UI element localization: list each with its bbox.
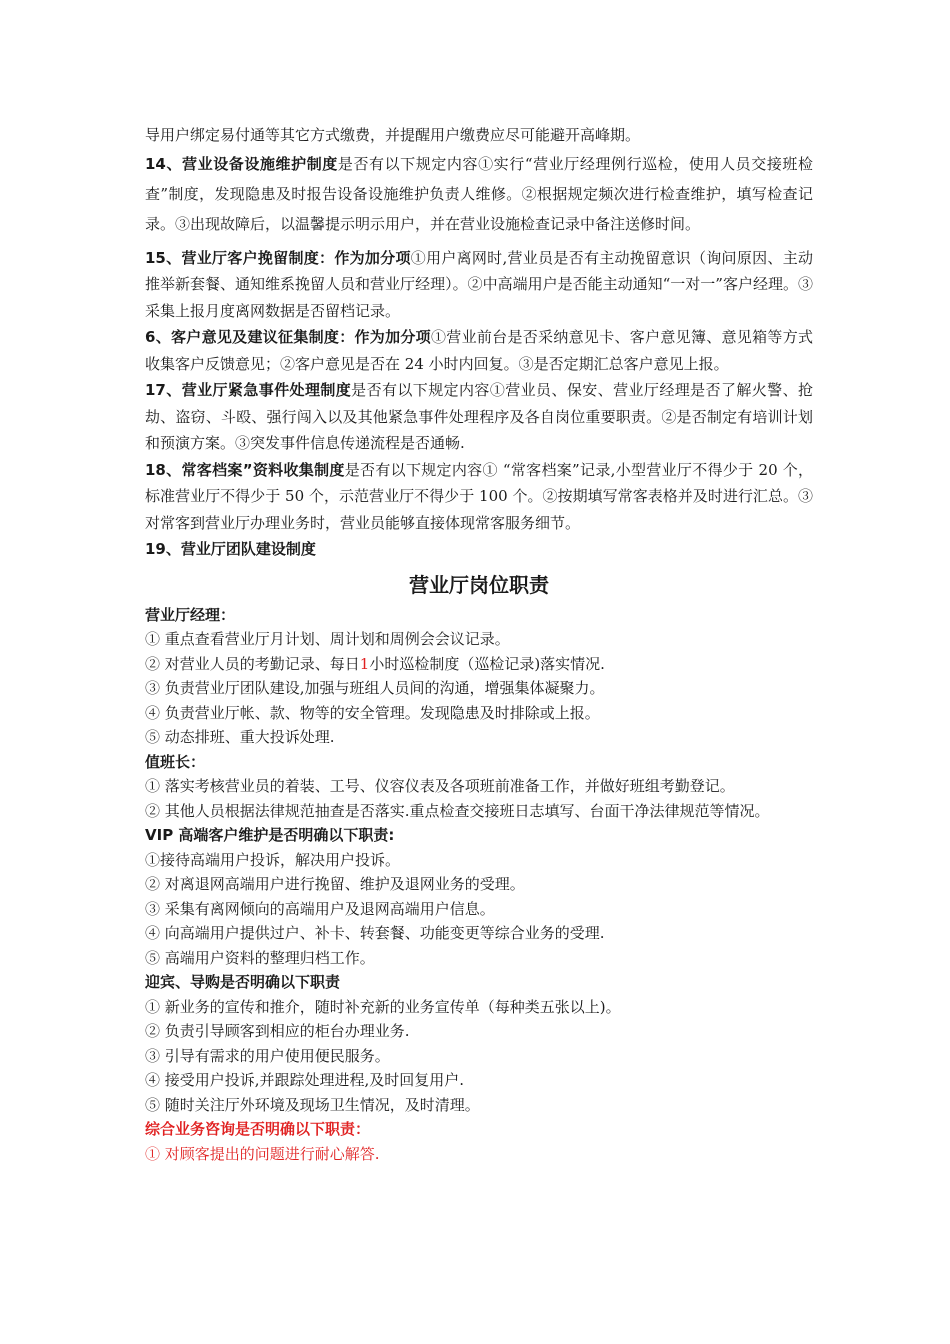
para-19 <box>145 536 813 563</box>
para-15-body: ①用户离网时,营业员是否有主动挽留意识（询问原因、主动推举新套餐、通知维系挽留人员和营业厅经理）。②中高端用户是否能主动通知“一对一”客户经理。③采集上报月度离网数据是否留档记录。 <box>145 248 813 320</box>
manager-item-1: ① 重点查看营业厅月计划、周计划和周例会会议记录。 <box>145 630 510 648</box>
greeter-heading: 迎宾、导购是否明确以下职责 <box>145 973 341 991</box>
vip-item-2: ② 对离退网高端用户进行挽留、维护及退网业务的受理。 <box>145 875 525 893</box>
para-15 <box>145 245 813 325</box>
manager-item-5: ⑤ 动态排班、重大投诉处理. <box>145 728 335 746</box>
manager-item-2-number: 1 <box>359 654 370 673</box>
vip-item-3: ③ 采集有离网倾向的高端用户及退网高端用户信息。 <box>145 899 495 918</box>
greeter-item-5: ⑤ 随时关注厅外环境及现场卫生情况，及时清理。 <box>145 1095 480 1114</box>
para-18-body: 是否有以下规定内容① “常客档案”记录,小型营业厅不得少于 20 个，标准营业厅不得少于 50 个，示范营业厅不得少于 100 个。②按期填写常客表格并及时进行汇总。③对常客到营业厅办理业务时，营业员能够直接体现常客服务细节。 <box>145 460 814 532</box>
manager-item-2-post: 小时巡检制度（巡检记录)落实情况. <box>369 654 605 673</box>
consult-heading: 综合业务咨询是否明确以下职责： <box>145 1120 371 1138</box>
shift-item-1: ① 落实考核营业员的着装、工号、仪容仪表及各项班前准备工作，并做好班组考勤登记。 <box>145 777 735 795</box>
greeter-item-3: ③ 引导有需求的用户使用便民服务。 <box>145 1046 390 1065</box>
greeter-item-4: ④ 接受用户投诉,并跟踪处理进程,及时回复用户. <box>145 1071 465 1089</box>
section-shift-leader <box>145 750 813 824</box>
vip-item-4: ④ 向高端用户提供过户、补卡、转套餐、功能变更等综合业务的受理. <box>145 924 605 942</box>
section-greeter <box>145 970 813 1117</box>
para-14-body: 是否有以下规定内容①实行“营业厅经理例行巡检，使用人员交接班检查”制度，发现隐患及时报告设备设施维护负责人维修。②根据规定频次进行检查维护，填写检查记录。③出现故障后，以温馨提示明示用户，并在营业设施检查记录中备注送修时间。 <box>145 154 813 233</box>
document-page <box>145 122 813 1166</box>
para-intro-text: 导用户绑定易付通等其它方式缴费，并提醒用户缴费应尽可能避开高峰期。 <box>145 126 641 144</box>
para-17-head: 17、营业厅紧急事件处理制度 <box>145 381 352 399</box>
vip-item-1: ①接待高端用户投诉，解决用户投诉。 <box>145 850 401 869</box>
para-6-head: 6、客户意见及建议征集制度：作为加分项 <box>145 328 431 346</box>
shift-heading: 值班长： <box>145 752 206 771</box>
para-6-body: ①营业前台是否采纳意见卡、客户意见簿、意见箱等方式收集客户反馈意见；②客户意见是否在 24 小时内回复。③是否定期汇总客户意见上报。 <box>145 328 813 373</box>
greeter-item-2: ② 负责引导顾客到相应的柜台办理业务. <box>145 1022 410 1040</box>
manager-item-2 <box>145 652 813 677</box>
para-intro <box>145 122 813 149</box>
para-6 <box>145 324 813 377</box>
para-18 <box>145 457 813 537</box>
vip-item-5: ⑤ 高端用户资料的整理归档工作。 <box>145 948 375 967</box>
para-18-head: 18、常客档案”资料收集制度 <box>145 460 345 479</box>
para-14 <box>145 149 813 239</box>
para-14-head: 14、营业设备设施维护制度 <box>145 154 338 173</box>
para-19-head: 19、营业厅团队建设制度 <box>145 540 316 558</box>
manager-item-2-pre: ② 对营业人员的考勤记录、每日 <box>145 654 360 673</box>
consult-item-1: ① 对顾客提出的问题进行耐心解答. <box>145 1144 380 1163</box>
manager-item-4: ④ 负责营业厅帐、款、物等的安全管理。发现隐患及时排除或上报。 <box>145 703 600 722</box>
greeter-item-1: ① 新业务的宣传和推介，随时补充新的业务宣传单（每种类五张以上)。 <box>145 997 621 1016</box>
section-manager <box>145 603 813 750</box>
manager-heading: 营业厅经理： <box>145 605 236 624</box>
section-vip <box>145 823 813 970</box>
shift-item-2: ② 其他人员根据法律规范抽查是否落实.重点检查交接班日志填写、台面干净法律规范等情况。 <box>145 801 770 820</box>
section-consult <box>145 1117 813 1166</box>
para-15-head: 15、营业厅客户挽留制度：作为加分项 <box>145 248 411 267</box>
vip-heading: VIP 高端客户维护是否明确以下职责: <box>145 826 395 844</box>
manager-item-3: ③ 负责营业厅团队建设,加强与班组人员间的沟通，增强集体凝聚力。 <box>145 679 605 697</box>
para-17-body: 是否有以下规定内容①营业员、保安、营业厅经理是否了解火警、抢劫、盗窃、斗殴、强行闯入以及其他紧急事件处理程序及各自岗位重要职责。②是否制定有培训计划和预演方案。③突发事件信息传递流程是否通畅. <box>145 381 813 452</box>
page-title: 营业厅岗位职责 <box>409 572 549 597</box>
para-17 <box>145 377 813 457</box>
